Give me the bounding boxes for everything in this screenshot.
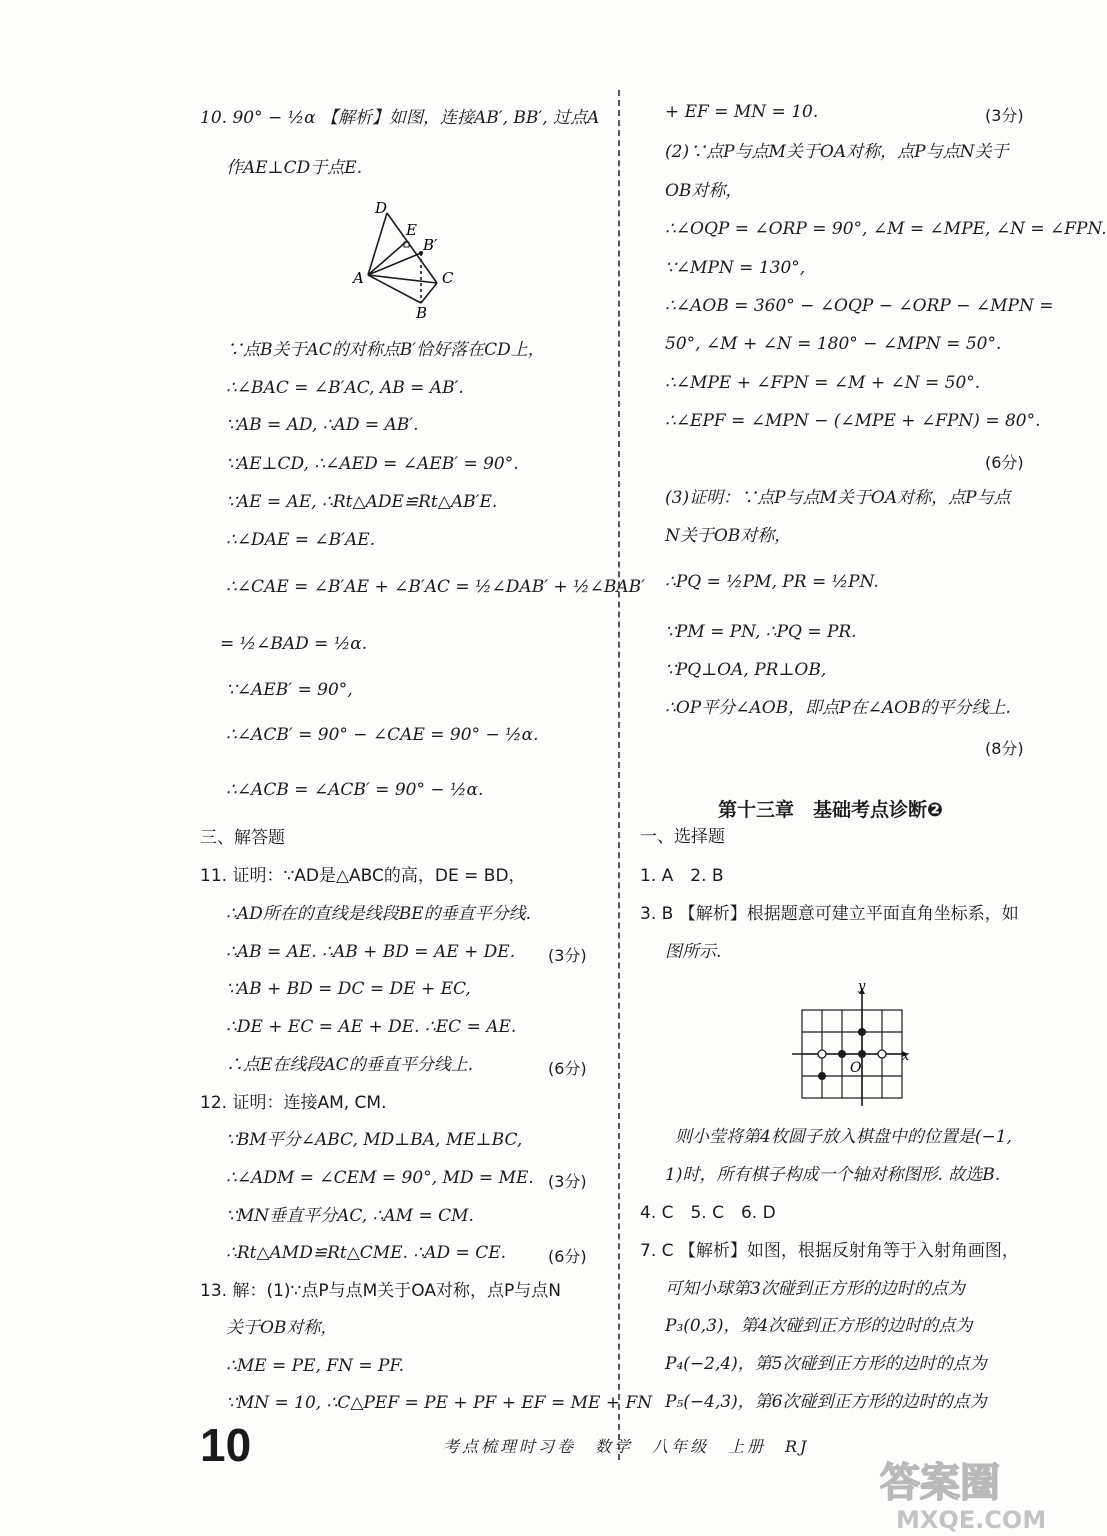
text-line: ∴∠ADM = ∠CEM = 90°, MD = ME.	[226, 1168, 534, 1188]
score-label: (3分)	[548, 946, 587, 965]
text-line: ∵MN垂直平分AC, ∴AM = CM.	[226, 1206, 474, 1226]
text-line: ∵PM = PN, ∴PQ = PR.	[665, 622, 857, 642]
text-line: 13. 解：(1)∵点P与点M关于OA对称，点P与点N	[200, 1281, 561, 1301]
text-line: ∴AB = AE. ∴AB + BD = AE + DE.	[226, 942, 516, 962]
footer-book-info: 考点梳理时习卷 数学 八年级 上册 RJ	[443, 1437, 810, 1456]
label-c: C	[442, 269, 454, 287]
segment-ac	[368, 275, 437, 283]
svg-text:MXQE.COM: MXQE.COM	[896, 1506, 1047, 1534]
section-title: 第十三章 基础考点诊断❷	[718, 799, 944, 821]
text-line: ∴∠BAC = ∠B′AC, AB = AB′.	[226, 378, 464, 398]
text-line: ∴∠EPF = ∠MPN − (∠MPE + ∠FPN) = 80°.	[665, 411, 1041, 431]
black-piece	[858, 1050, 866, 1058]
score-label: (3分)	[985, 106, 1024, 125]
text-line: 7. C 【解析】如图，根据反射角等于入射角画图，	[640, 1241, 1019, 1261]
score-label: (3分)	[548, 1172, 587, 1191]
text-line: 11. 证明：∵AD是△ABC的高，DE = BD，	[200, 866, 526, 886]
text-line: 作AE⊥CD于点E.	[226, 158, 363, 178]
black-piece	[818, 1072, 826, 1080]
text-line: OB对称，	[665, 181, 743, 201]
svg-text:答案圈: 答案圈	[880, 1460, 1000, 1506]
text-line: ∴∠ACB = ∠ACB′ = 90° − ½α.	[226, 780, 484, 800]
black-piece	[838, 1050, 846, 1058]
text-line: ∵AE⊥CD, ∴∠AED = ∠AEB′ = 90°.	[226, 454, 519, 474]
text-line: 12. 证明：连接AM, CM.	[200, 1093, 387, 1113]
triangle-figure	[345, 195, 465, 320]
text-line: = ½∠BAD = ½α.	[220, 634, 368, 654]
text-line: 1. A 2. B	[640, 866, 724, 886]
text-line: ∵PQ⊥OA, PR⊥OB,	[665, 660, 827, 680]
text-line: ∴∠DAE = ∠B′AE.	[226, 530, 376, 550]
text-line: 一、选择题	[640, 827, 725, 847]
text-line: 则小莹将第4枚圆子放入棋盘中的位置是(−1,	[675, 1127, 1012, 1147]
text-line: ∵AB = AD, ∴AD = AB′.	[226, 415, 419, 435]
white-piece	[818, 1050, 826, 1058]
text-line: ∵点B关于AC的对称点B′恰好落在CD上，	[226, 340, 545, 360]
segment-abprime	[368, 253, 421, 275]
text-line: ∴OP平分∠AOB，即点P在∠AOB的平分线上.	[665, 698, 1011, 718]
text-line: 可知小球第3次碰到正方形的边时的点为	[665, 1279, 965, 1299]
text-line: 10. 90° − ½α 【解析】如图，连接AB′, BB′, 过点A	[200, 108, 600, 128]
text-line: 三、解答题	[200, 828, 285, 848]
label-b: B	[416, 304, 428, 322]
text-line: 3. B 【解析】根据题意可建立平面直角坐标系，如	[640, 904, 1019, 924]
text-line: ∴∠OQP = ∠ORP = 90°, ∠M = ∠MPE, ∠N = ∠FPN.	[665, 219, 1107, 239]
white-piece	[878, 1050, 886, 1058]
text-line: ∴∠CAE = ∠B′AE + ∠B′AC = ½∠DAB′ + ½∠BAB′	[226, 577, 645, 597]
text-line: (3)证明：∵点P与点M关于OA对称，点P与点	[665, 488, 1011, 508]
segment-bc	[421, 283, 437, 303]
text-line: ∴AD所在的直线是线段BE的垂直平分线.	[226, 904, 532, 924]
text-line: ∴DE + EC = AE + DE. ∴EC = AE.	[226, 1017, 517, 1037]
column-divider	[618, 90, 620, 1460]
label-e: E	[406, 221, 417, 239]
text-line: P₄(−2,4)，第5次碰到正方形的边时的点为	[665, 1354, 987, 1374]
text-line: ∴∠MPE + ∠FPN = ∠M + ∠N = 50°.	[665, 373, 981, 393]
text-line: N关于OB对称，	[665, 526, 792, 546]
text-line: 50°, ∠M + ∠N = 180° − ∠MPN = 50°.	[665, 334, 1002, 354]
text-line: ∵∠AEB′ = 90°,	[226, 680, 353, 700]
score-label: (6分)	[548, 1059, 587, 1078]
text-line: 图所示.	[665, 942, 722, 962]
text-line: P₃(0,3)，第4次碰到正方形的边时的点为	[665, 1316, 973, 1336]
coordinate-grid-figure	[790, 980, 915, 1105]
text-line: ∵AB + BD = DC = DE + EC,	[226, 979, 471, 999]
text-line: 1)时，所有棋子构成一个轴对称图形. 故选B.	[665, 1165, 1001, 1185]
label-a: A	[353, 269, 364, 287]
text-line: ∵AE = AE, ∴Rt△ADE≌Rt△AB′E.	[226, 492, 498, 512]
text-line: ∴PQ = ½PM, PR = ½PN.	[665, 572, 879, 592]
origin-label: O	[850, 1060, 862, 1076]
text-line: ∵MN = 10, ∴C△PEF = PE + PF + EF = ME + FN	[226, 1393, 653, 1413]
score-label: (6分)	[985, 453, 1024, 472]
text-line: ∴∠AOB = 360° − ∠OQP − ∠ORP − ∠MPN =	[665, 296, 1054, 316]
text-line: ∴Rt△AMD≌Rt△CME. ∴AD = CE.	[226, 1243, 507, 1263]
page-number: 10	[200, 1419, 252, 1471]
text-line: ∴∠ACB′ = 90° − ∠CAE = 90° − ½α.	[226, 725, 539, 745]
x-axis-label: x	[902, 1049, 910, 1064]
text-line: ∵BM平分∠ABC, MD⊥BA, ME⊥BC,	[226, 1130, 523, 1150]
text-line: + EF = MN = 10.	[665, 102, 819, 122]
text-line: 关于OB对称，	[226, 1318, 338, 1338]
watermark-logo	[860, 1450, 1050, 1536]
text-line: P₅(−4,3)，第6次碰到正方形的边时的点为	[665, 1392, 987, 1412]
y-axis-label: y	[858, 979, 866, 994]
segment-ab	[368, 275, 421, 303]
text-line: (2)∵点P与点M关于OA对称，点P与点N关于	[665, 142, 1009, 162]
text-line: ∴ME = PE, FN = PF.	[226, 1356, 405, 1376]
text-line: ∵∠MPN = 130°,	[665, 258, 806, 278]
black-piece	[858, 1028, 866, 1036]
score-label: (8分)	[985, 739, 1024, 758]
text-line: 4. C 5. C 6. D	[640, 1203, 776, 1223]
label-bprime: B′	[423, 236, 438, 254]
score-label: (6分)	[548, 1247, 587, 1266]
label-d: D	[375, 199, 388, 217]
text-line: ∴点E在线段AC的垂直平分线上.	[226, 1055, 474, 1075]
